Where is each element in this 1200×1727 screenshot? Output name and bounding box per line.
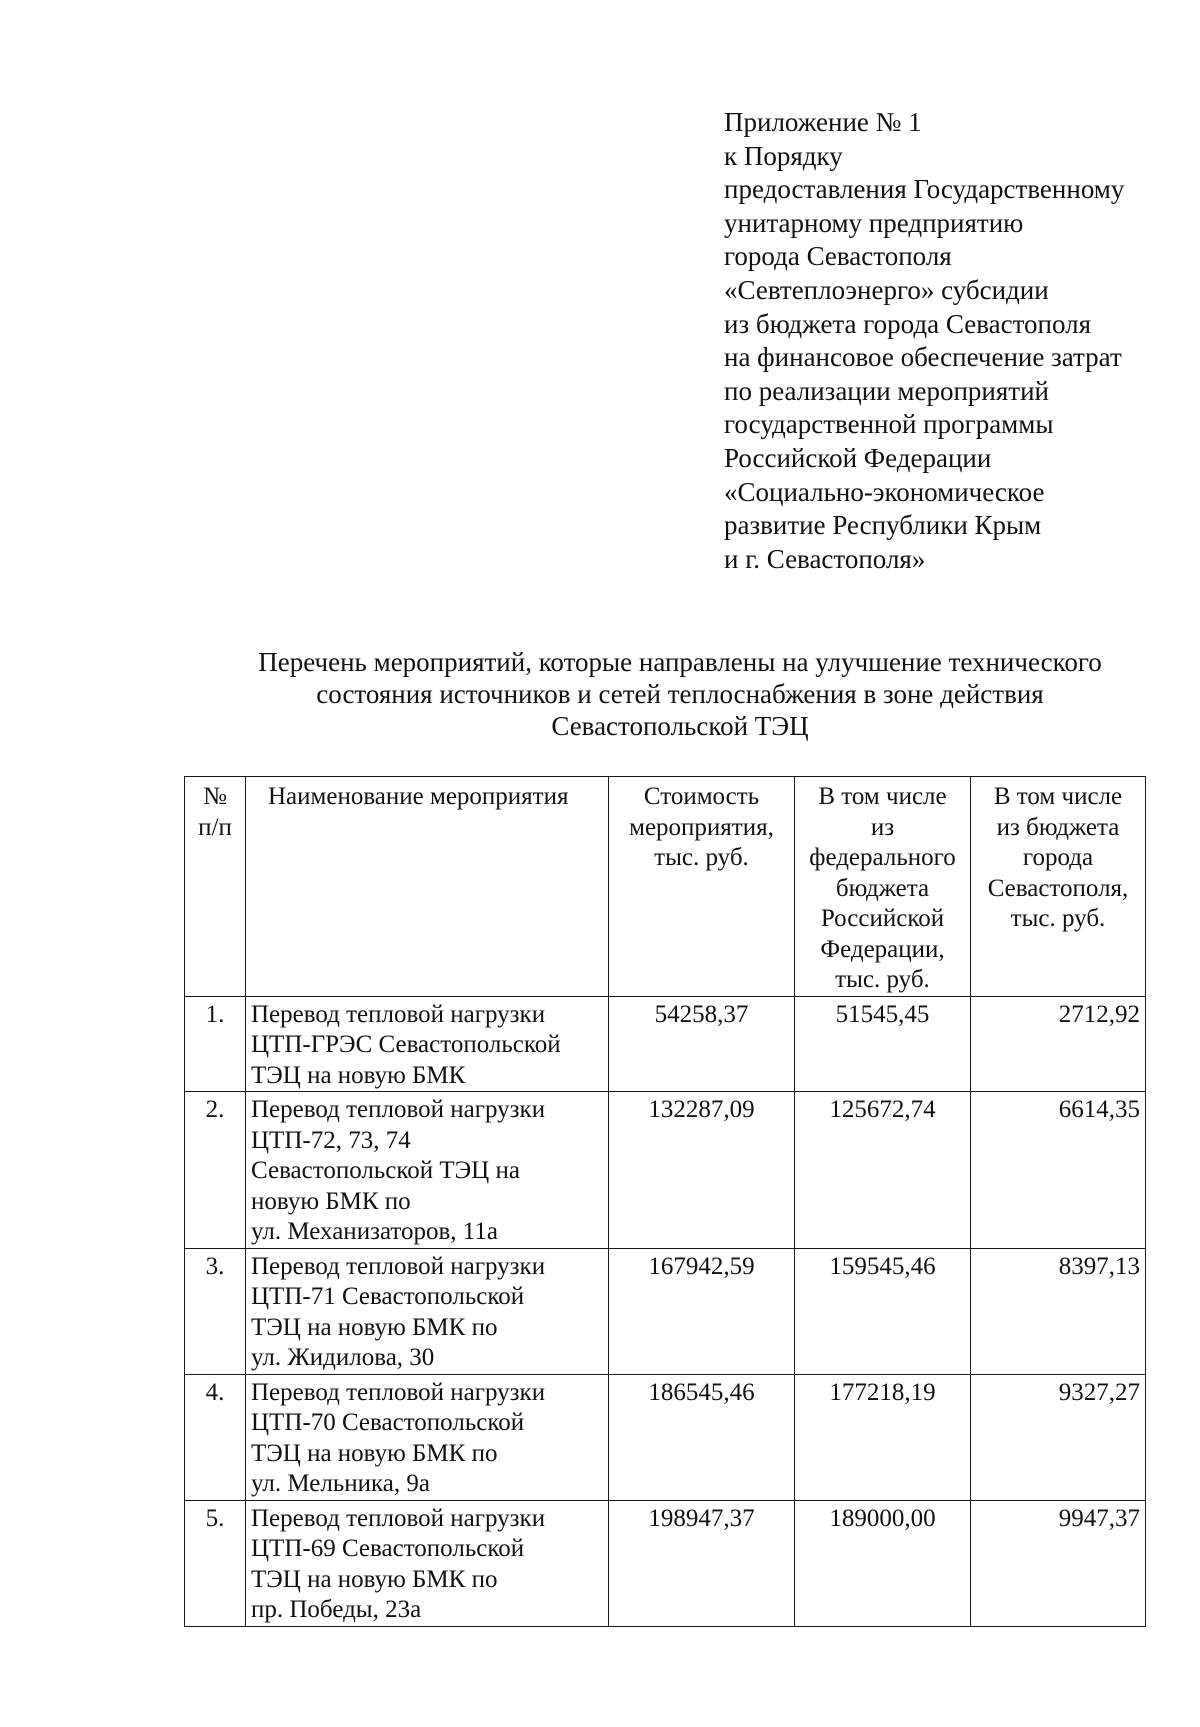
header-name: Наименование мероприятия [246,777,609,997]
header-city: В том числе из бюджета города Севастополя, тыс. руб. [971,777,1146,997]
document-title [160,646,1200,742]
cell-name: Перевод тепловой нагрузки ЦТП-72, 73, 74 Севастопольской ТЭЦ на новую БМК по ул. Механизаторов, 11а [246,1092,609,1249]
cell-city: 6614,35 [971,1092,1146,1249]
cell-num: 1. [185,996,246,1092]
appendix-line: по реализации мероприятий [724,375,1049,406]
cell-name: Перевод тепловой нагрузки ЦТП-69 Севастопольской ТЭЦ на новую БМК по пр. Победы, 23а [246,1500,609,1626]
cell-federal: 177218,19 [795,1374,971,1500]
appendix-line: развитие Республики Крым [724,510,1042,541]
cell-cost: 54258,37 [609,996,795,1092]
appendix-line: «Севтеплоэнерго» субсидии [724,274,1049,305]
cell-city: 9327,27 [971,1374,1146,1500]
cell-city: 8397,13 [971,1248,1146,1374]
cell-federal: 51545,45 [795,996,971,1092]
cell-city: 9947,37 [971,1500,1146,1626]
cell-federal: 159545,46 [795,1248,971,1374]
header-num: № п/п [185,777,246,997]
cell-cost: 132287,09 [609,1092,795,1249]
title-line: состояния источников и сетей теплоснабжения в зоне действия [316,679,1044,709]
cell-name: Перевод тепловой нагрузки ЦТП-70 Севастопольской ТЭЦ на новую БМК по ул. Мельника, 9а [246,1374,609,1500]
table-row [185,1092,1146,1249]
cell-city: 2712,92 [971,996,1146,1092]
cell-cost: 198947,37 [609,1500,795,1626]
table-row [185,1248,1146,1374]
appendix-line: из бюджета города Севастополя [724,308,1091,339]
appendix-line: на финансовое обеспечение затрат [724,342,1122,373]
table-row [185,996,1146,1092]
cell-num: 4. [185,1374,246,1500]
cell-cost: 186545,46 [609,1374,795,1500]
header-cost: Стоимость мероприятия, тыс. руб. [609,777,795,997]
measures-table [184,776,1146,1627]
cell-cost: 167942,59 [609,1248,795,1374]
table-row [185,1500,1146,1626]
cell-federal: 189000,00 [795,1500,971,1626]
table-row [185,1374,1146,1500]
cell-num: 3. [185,1248,246,1374]
appendix-line: предоставления Государственному [724,174,1125,205]
cell-num: 2. [185,1092,246,1249]
cell-federal: 125672,74 [795,1092,971,1249]
appendix-line: Российской Федерации [724,442,992,473]
appendix-line: к Порядку [724,140,843,171]
cell-name: Перевод тепловой нагрузки ЦТП-71 Севастопольской ТЭЦ на новую БМК по ул. Жидилова, 30 [246,1248,609,1374]
appendix-line: и г. Севастополя» [724,543,926,574]
table-header-row [185,777,1146,997]
title-line: Перечень мероприятий, которые направлены на улучшение технического [258,647,1102,677]
appendix-line: Приложение № 1 [724,107,922,137]
title-line: Севастопольской ТЭЦ [551,711,809,741]
cell-num: 5. [185,1500,246,1626]
appendix-line: унитарному предприятию [724,207,1024,238]
appendix-line: города Севастополя [724,241,952,272]
cell-name: Перевод тепловой нагрузки ЦТП-ГРЭС Севастопольской ТЭЦ на новую БМК [246,996,609,1092]
appendix-line: «Социально-экономическое [724,476,1045,507]
appendix-block [724,106,1184,576]
header-federal: В том числе из федерального бюджета Российской Федерации, тыс. руб. [795,777,971,997]
appendix-line: государственной программы [724,409,1054,440]
